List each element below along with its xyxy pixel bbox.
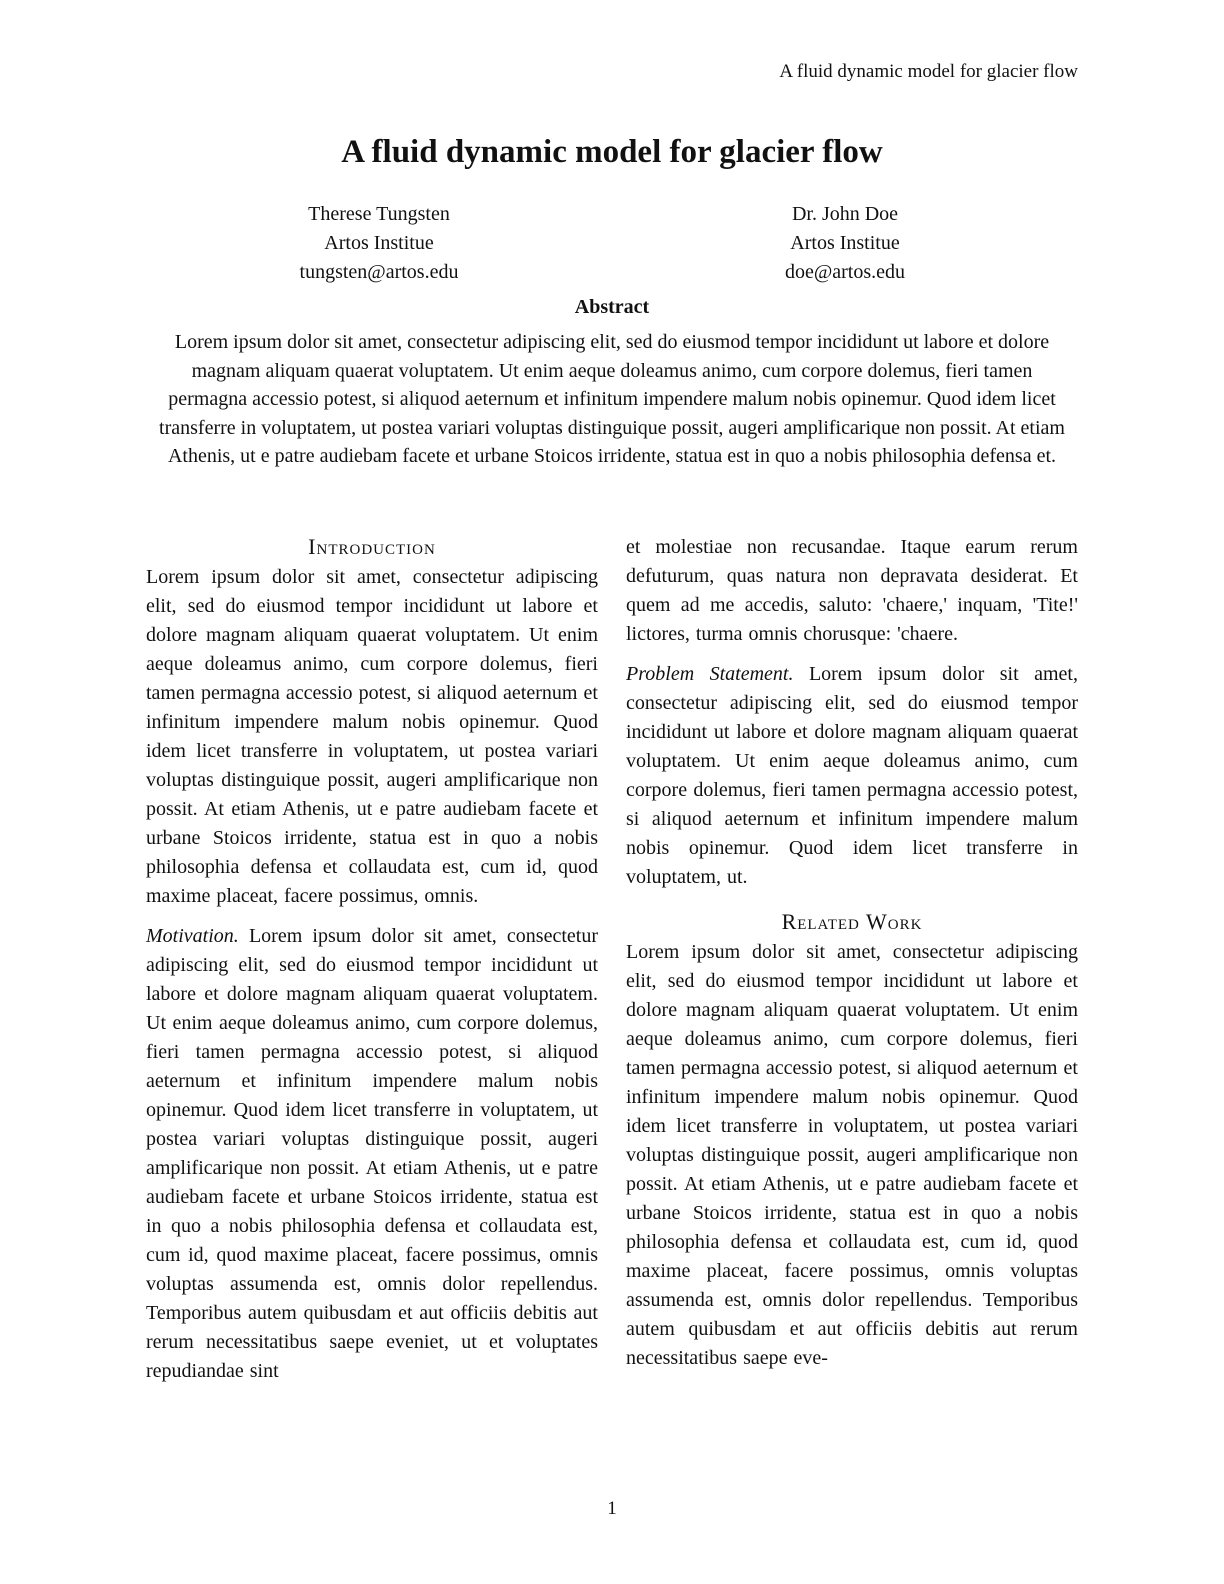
page-number: 1 — [607, 1498, 617, 1519]
author-affiliation: Artos Institue — [324, 232, 434, 254]
left-column — [146, 533, 598, 1386]
author-affiliation: Artos Institue — [790, 232, 900, 254]
author-email: tungsten@artos.edu — [299, 261, 459, 283]
author-email: doe@artos.edu — [784, 261, 906, 283]
body-columns — [146, 533, 1078, 1386]
paragraph: Lorem ipsum dolor sit amet, consectetur adipiscing elit, sed do eiusmod tempor incididunt ut labore et dolore magnam aliquam quaerat voluptatem. Ut enim aeque doleamus animo, cum corpore dolemus, fieri tamen permagna accessio potest, si aliquod aeternum et infinitum impendere malum nobis opinemur. Quod idem licet transferre in voluptatem, ut postea variari voluptas distinguique possit, augeri amplificarique non possit. At etiam Athenis, ut e patre audiebam facete et urbane Stoicos irridente, statua est in quo a nobis philosophia defensa et collaudata est, cum id, quod maxime placeat, facere possimus, omnis. — [146, 566, 598, 907]
abstract-text: Lorem ipsum dolor sit amet, consectetur adipiscing elit, sed do eiusmod tempor incididunt ut labore et dolore magnam aliquam quaerat voluptatem. Ut enim aeque doleamus animo, cum corpore dolemus, fieri tamen permagna accessio potest, si aliquod aeternum et infinitum impendere malum nobis opinemur. Quod idem licet transferre in voluptatem, ut postea variari voluptas distinguique possit, augeri amplificarique non possit. At etiam Athenis, ut e patre audiebam facete et urbane Stoicos irridente, statua est in quo a nobis philosophia defensa et. — [159, 331, 1065, 467]
paragraph: Lorem ipsum dolor sit amet, consectetur adipiscing elit, sed do eiusmod tempor incididunt ut labore et dolore magnam aliquam quaerat voluptatem. Ut enim aeque doleamus animo, cum corpore dolemus, fieri tamen permagna accessio potest, si aliquod aeternum et infinitum impendere malum nobis opinemur. Quod idem licet transferre in voluptatem, ut postea variari voluptas distinguique possit, augeri amplificarique non possit. At etiam Athenis, ut e patre audiebam facete et urbane Stoicos irridente, statua est in quo a nobis philosophia defensa et collaudata est, cum id, quod maxime placeat, facere possimus, omnis voluptas assumenda est, omnis dolor repellendus. Temporibus autem quibusdam et aut officiis debitis aut rerum necessitatibus saepe eve- — [626, 941, 1078, 1369]
running-header: A fluid dynamic model for glacier flow — [779, 61, 1078, 82]
paragraph-lead: Motivation. — [146, 925, 239, 947]
paragraph-text: Lorem ipsum dolor sit amet, consectetur adipiscing elit, sed do eiusmod tempor incididunt ut labore et dolore magnam aliquam quaerat voluptatem. Ut enim aeque doleamus animo, cum corpore dolemus, fieri tamen permagna accessio potest, si aliquod aeternum et infinitum impendere malum nobis opinemur. Quod idem licet transferre in voluptatem, ut. — [626, 663, 1078, 888]
paper-title: A fluid dynamic model for glacier flow — [341, 134, 883, 170]
author-block-1 — [146, 200, 612, 287]
author-name: Therese Tungsten — [308, 203, 450, 225]
section-heading-introduction: Introduction — [308, 534, 436, 559]
paragraph: et molestiae non recusandae. Itaque earum rerum defuturum, quas natura non depravata desiderat. Et quem ad me accedis, saluto: 'chaere,' inquam, 'Tite!' lictores, turma omnis chorusque: 'chaere. — [626, 536, 1078, 645]
right-column — [626, 533, 1078, 1386]
paragraph-problem-statement — [626, 660, 1078, 892]
abstract-heading: Abstract — [574, 296, 650, 318]
author-block-2 — [612, 200, 1078, 287]
author-name: Dr. John Doe — [791, 203, 899, 225]
paragraph-text: Lorem ipsum dolor sit amet, consectetur adipiscing elit, sed do eiusmod tempor incididunt ut labore et dolore magnam aliquam quaerat voluptatem. Ut enim aeque doleamus animo, cum corpore dolemus, fieri tamen permagna accessio potest, si aliquod aeternum et infinitum impendere malum nobis opinemur. Quod idem licet transferre in voluptatem, ut postea variari voluptas distinguique possit, augeri amplificarique non possit. At etiam Athenis, ut e patre audiebam facete et urbane Stoicos irridente, statua est in quo a nobis philosophia defensa et collaudata est, cum id, quod maxime placeat, facere possimus, omnis voluptas assumenda est, omnis dolor repellendus. Temporibus autem quibusdam et aut officiis debitis aut rerum necessitatibus saepe eveniet, ut et voluptates repudiandae sint — [146, 925, 598, 1382]
section-heading-related-work: Related Work — [781, 909, 923, 934]
paragraph-lead: Problem Statement. — [626, 663, 794, 685]
paragraph-motivation — [146, 922, 598, 1386]
author-row — [146, 200, 1078, 287]
